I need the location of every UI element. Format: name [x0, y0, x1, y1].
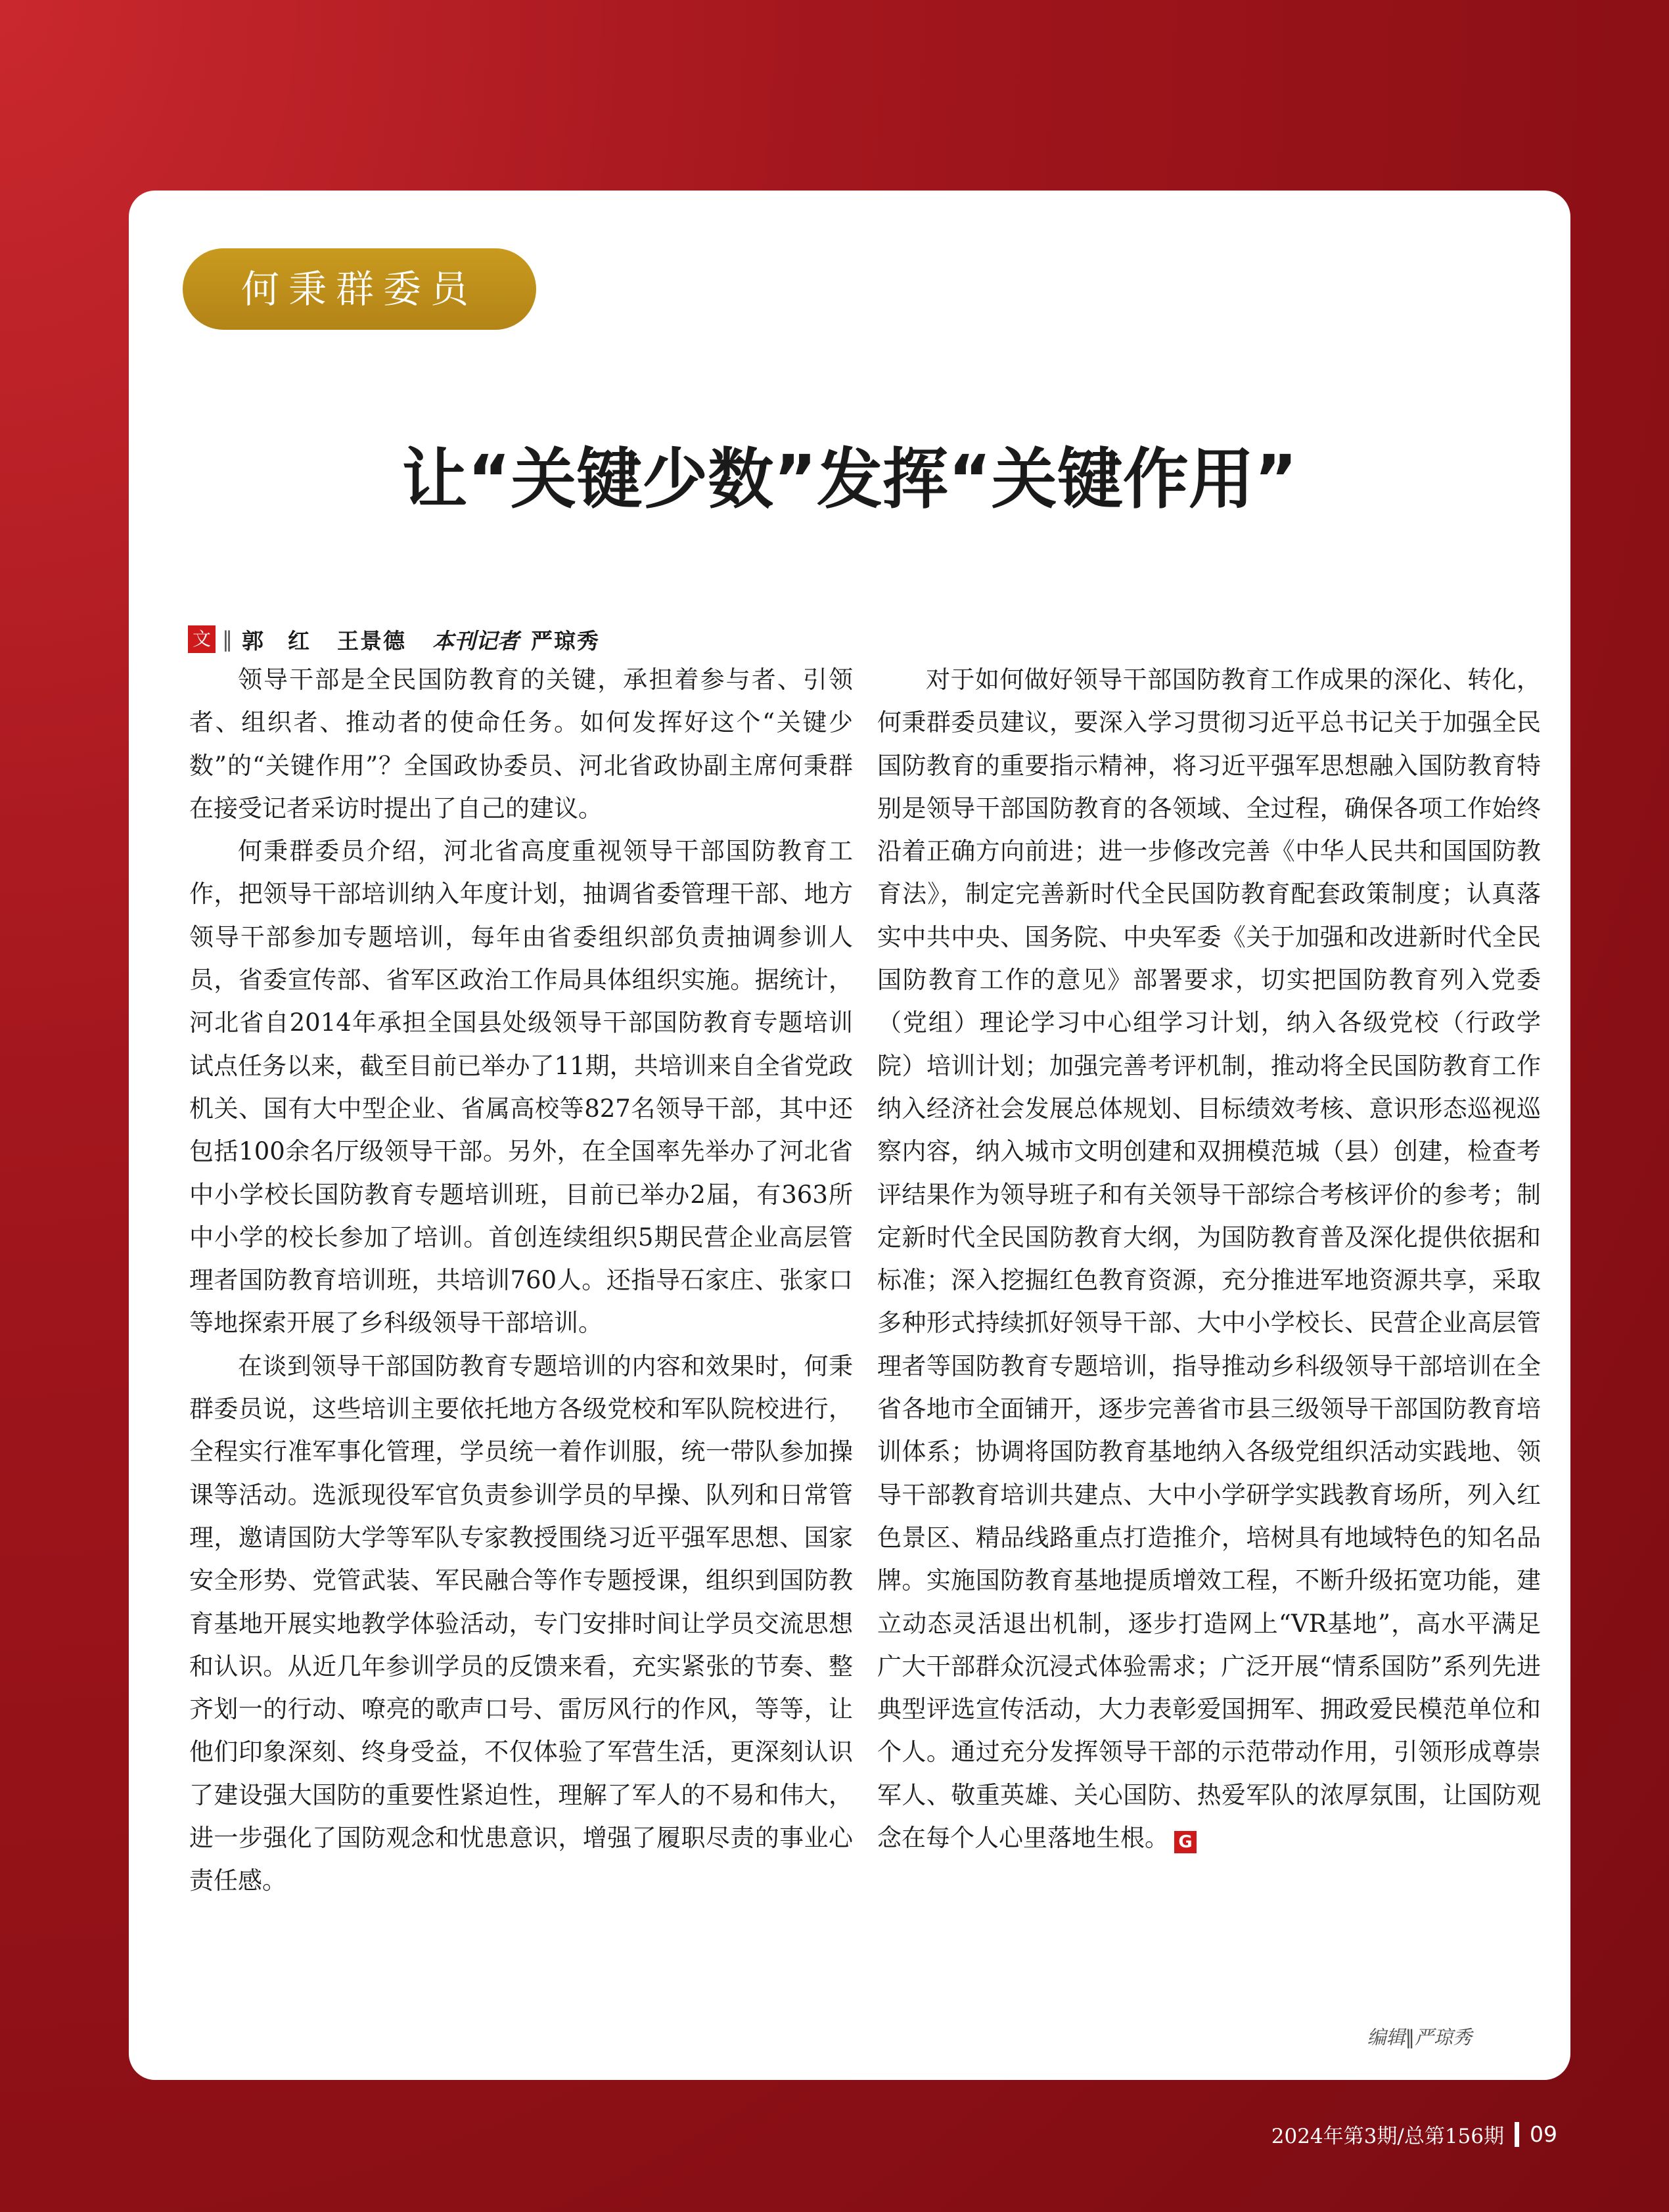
article-paragraph-text: 对于如何做好领导干部国防教育工作成果的深化、转化，何秉群委员建议，要深入学习贯彻习近平总书记关于加强全民国防教育的重要指示精神，将习近平强军思想融入国防教育特别是领导干部国防教育的各领域、全过程，确保各项工作始终沿着正确方向前进；进一步修改完善《中华人民共和国国防教育法》，制定完善新时代全民国防教育配套政策制度；认真落实中共中央、国务院、中央军委《关于加强和改进新时代全民国防教育工作的意见》部署要求，切实把国防教育列入党委（党组）理论学习中心组学习计划，纳入各级党校（行政学院）培训计划；加强完善考评机制，推动将全民国防教育工作纳入经济社会发展总体规划、目标绩效考核、意识形态巡视巡察内容，纳入城市文明创建和双拥模范城（县）创建，检查考评结果作为领导班子和有关领导干部综合考核评价的参考；制定新时代全民国防教育大纲，为国防教育普及深化提供依据和标准；深入挖掘红色教育资源，充分推进军地资源共享，采取多种形式持续抓好领导干部、大中小学校长、民营企业高层管理者等国防教育专题培训，指导推动乡科级领导干部培训在全省各地市全面铺开，逐步完善省市县三级领导干部国防教育培训体系；协调将国防教育基地纳入各级党组织活动实践地、领导干部教育培训共建点、大中小学研学实践教育场所，列入红色景区、精品线路重点打造推介，培树具有地域特色的知名品牌。实施国防教育基地提质增效工程，不断升级拓宽功能，建立动态灵活退出机制，逐步打造网上“VR基地”，高水平满足广大干部群众沉浸式体验需求；广泛开展“情系国防”系列先进典型评选宣传活动，大力表彰爱国拥军、拥政爱民模范单位和个人。通过充分发挥领导干部的示范带动作用，引领形成尊崇军人、敬重英雄、关心国防、热爱军队的浓厚氛围，让国防观念在每个人心里落地生根。: [877, 666, 1541, 1853]
article-title: 让“关键少数”发挥“关键作用”: [401, 441, 1298, 518]
reporter-role: 本刊记者: [432, 627, 519, 654]
article-paragraph: 何秉群委员介绍，河北省高度重视领导干部国防教育工作，把领导干部培训纳入年度计划，抽调省委管理干部、地方领导干部参加专题培训，每年由省委组织部负责抽调参训人员，省委宣传部、省军区政治工作局具体组织实施。据统计，河北省自2014年承担全国县处级领导干部国防教育专题培训试点任务以来，截至目前已举办了11期，共培训来自全省党政机关、国有大中型企业、省属高校等827名领导干部，其中还包括100余名厅级领导干部。另外，在全国率先举办了河北省中小学校长国防教育专题培训班，目前已举办2届，有363所中小学的校长参加了培训。首创连续组织5期民营企业高层管理者国防教育培训班，共培训760人。还指导石家庄、张家口等地探索开展了乡科级领导干部培训。: [189, 837, 853, 1338]
section-tag: 何秉群委员: [183, 248, 536, 330]
article-paragraph: 领导干部是全民国防教育的关键，承担着参与者、引领者、组织者、推动者的使命任务。如何发挥好这个“关键少数”的“关键作用”？全国政协委员、河北省政协副主席何秉群在接受记者采访时提出了自己的建议。: [189, 666, 853, 823]
byline: [188, 624, 626, 654]
page-footer: [1271, 2119, 1557, 2149]
editor-credit: 编辑‖严琼秀: [1367, 2026, 1472, 2048]
article-paragraph: [877, 658, 1541, 1859]
author-name: 郭 红: [242, 627, 311, 654]
footer-divider: [1515, 2122, 1519, 2147]
article-paragraph: 在谈到领导干部国防教育专题培训的内容和效果时，何秉群委员说，这些培训主要依托地方各级党校和军队院校进行，全程实行准军事化管理，学员统一着作训服，统一带队参加操课等活动。选派现役军官负责参训学员的早操、队列和日常管理，邀请国防大学等军队专家教授围绕习近平强军思想、国家安全形势、党管武装、军民融合等作专题授课，组织到国防教育基地开展实地教学体验活动，专门安排时间让学员交流思想和认识。从近几年参训学员的反馈来看，充实紧张的节奏、整齐划一的行动、嘹亮的歌声口号、雷厉风行的作风，等等，让他们印象深刻、终身受益，不仅体验了军营生活，更深刻认识了建设强大国防的重要性紧迫性，理解了军人的不易和伟大，进一步强化了国防观念和忧患意识，增强了履职尽责的事业心责任感。: [189, 1351, 853, 1895]
issue-info: 2024年第3期/总第156期: [1271, 2125, 1504, 2148]
reporter-name: 严琼秀: [531, 627, 600, 654]
article-column-right: [877, 658, 1541, 1859]
byline-separator: ‖: [222, 627, 233, 652]
author-name: 王景德: [337, 627, 406, 654]
end-mark-icon: G: [1174, 1831, 1197, 1853]
wen-icon: 文: [188, 625, 216, 653]
page-number: 09: [1530, 2121, 1557, 2147]
article-column-left: [189, 658, 853, 1903]
